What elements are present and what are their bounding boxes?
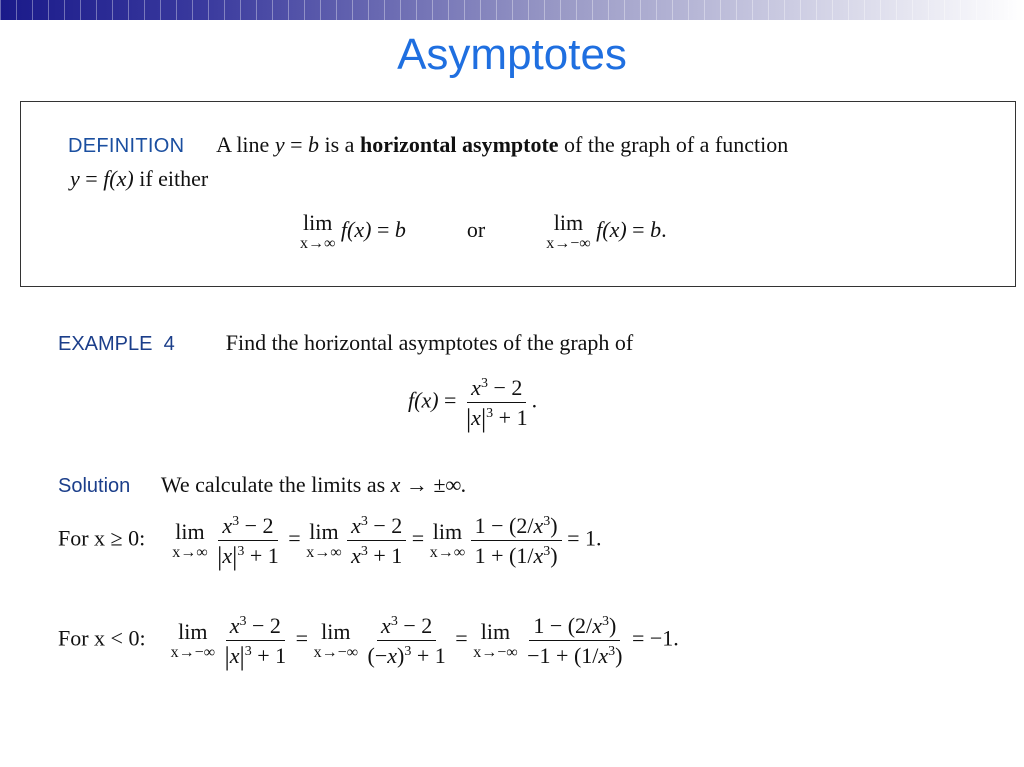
var-y: y (70, 166, 80, 191)
function-fx: f(x) (596, 217, 627, 243)
equals-sign: = (376, 217, 390, 243)
function-fx: f(x) (408, 387, 439, 413)
fraction-numerator: $x^3 - 2$ (467, 376, 526, 403)
definition-line-1 (68, 132, 788, 158)
example-line (58, 330, 633, 356)
equals-sign: = (632, 217, 645, 243)
equals-sign: = (85, 166, 98, 191)
lim-subscript: x→−∞ (313, 643, 359, 661)
equals-sign: = (444, 387, 457, 413)
fraction-1: $\frac{x^3 - 2}{|x|^3 + 1}$ (217, 513, 279, 572)
limit-expr (473, 618, 518, 661)
case-prefix: For x < 0: (58, 625, 146, 651)
limit-expr (306, 518, 342, 561)
lim-subscript: x→∞ (306, 543, 342, 561)
example-function (408, 375, 538, 434)
lim-word: lim (432, 518, 463, 544)
lim-word: lim (309, 518, 339, 544)
limit-result: = 1. (567, 525, 602, 551)
var-b: b (394, 217, 406, 243)
or-word: or (466, 217, 486, 243)
lim-word: lim (178, 618, 208, 644)
lim-subscript: x→−∞ (473, 643, 518, 661)
limit-result: = −1. (631, 625, 679, 651)
lim-subscript: x→∞ (300, 235, 336, 252)
limit-pos-inf (300, 212, 335, 252)
period: . (531, 387, 538, 413)
var-b: b (650, 217, 662, 243)
definition-term: horizontal asymptote (359, 132, 559, 157)
lim-word: lim (553, 210, 584, 235)
example-label: EXAMPLE 4 (58, 333, 175, 355)
definition-limits (300, 212, 667, 252)
fraction-3: $\frac{1 - (2/x^3)}{1 + (1/x^3)}$ (471, 514, 562, 567)
definition-text-a: A line (216, 132, 270, 157)
lim-word: lim (303, 210, 333, 235)
solution-limit-direction: x → ±∞. (390, 472, 467, 497)
lim-subscript: x→−∞ (170, 643, 216, 661)
case-prefix: For x ≥ 0: (58, 525, 146, 551)
header-bar-pattern (0, 0, 1024, 20)
fraction-denominator: $|x|^3 + 1$ (465, 404, 528, 434)
limit-line-negative: For x < 0: lim x→−∞ $\frac{x^3 - 2}{|x|^3 + 1}$ = lim x→−∞ $\frac{x^3 - 2}{(-x)^3 + 1}$ = lim x→−∞ $\frac{1 - (2/x^3)}{-1 + (1/x^3)}$ = −1. (58, 613, 679, 672)
limit-neg-inf (546, 212, 590, 252)
lim-subscript: x→∞ (429, 543, 466, 561)
definition-box (20, 101, 1016, 287)
limit-expr (313, 618, 359, 661)
solution-text: We calculate the limits as (160, 472, 386, 497)
fraction-2: $\frac{x^3 - 2}{(-x)^3 + 1}$ (367, 613, 446, 669)
lim-word: lim (321, 618, 351, 644)
definition-if-either: if either (139, 166, 209, 191)
solution-line (58, 472, 467, 498)
fraction-1: $\frac{x^3 - 2}{|x|^3 + 1}$ (224, 613, 287, 672)
example-fraction (462, 375, 532, 434)
slide-header-bar (0, 0, 1024, 20)
var-y: y (274, 132, 285, 157)
lim-subscript: x→−∞ (546, 235, 591, 252)
fraction-3: $\frac{1 - (2/x^3)}{-1 + (1/x^3)}$ (527, 613, 623, 669)
lim-subscript: x→∞ (172, 543, 208, 561)
definition-text-is-a: is a (324, 132, 355, 157)
definition-text-b: of the graph of a function (564, 132, 789, 157)
limit-expr (429, 518, 466, 561)
limit-expr (172, 518, 208, 561)
solution-label: Solution (58, 475, 131, 497)
slide-title: Asymptotes (397, 30, 627, 79)
period: . (661, 217, 667, 243)
definition-label: DEFINITION (68, 135, 185, 157)
function-fx: f(x) (340, 217, 372, 243)
limit-expr (170, 618, 216, 661)
definition-line-2 (70, 166, 208, 192)
limit-line-positive: For x ≥ 0: lim x→∞ $\frac{x^3 - 2}{|x|^3 + 1}$ = lim x→∞ $\frac{x^3 - 2}{x^3 + 1}$ = lim x→∞ $\frac{1 - (2/x^3)}{1 + (1/x^3)}$ = 1. (58, 513, 602, 572)
function-fx: f(x) (103, 166, 134, 191)
lim-word: lim (175, 518, 205, 544)
example-text: Find the horizontal asymptotes of the graph of (225, 330, 634, 355)
fraction-2: $\frac{x^3 - 2}{x^3 + 1}$ (347, 514, 406, 567)
lim-word: lim (480, 618, 511, 644)
var-b: b (308, 132, 319, 157)
equals-sign: = (290, 132, 303, 157)
